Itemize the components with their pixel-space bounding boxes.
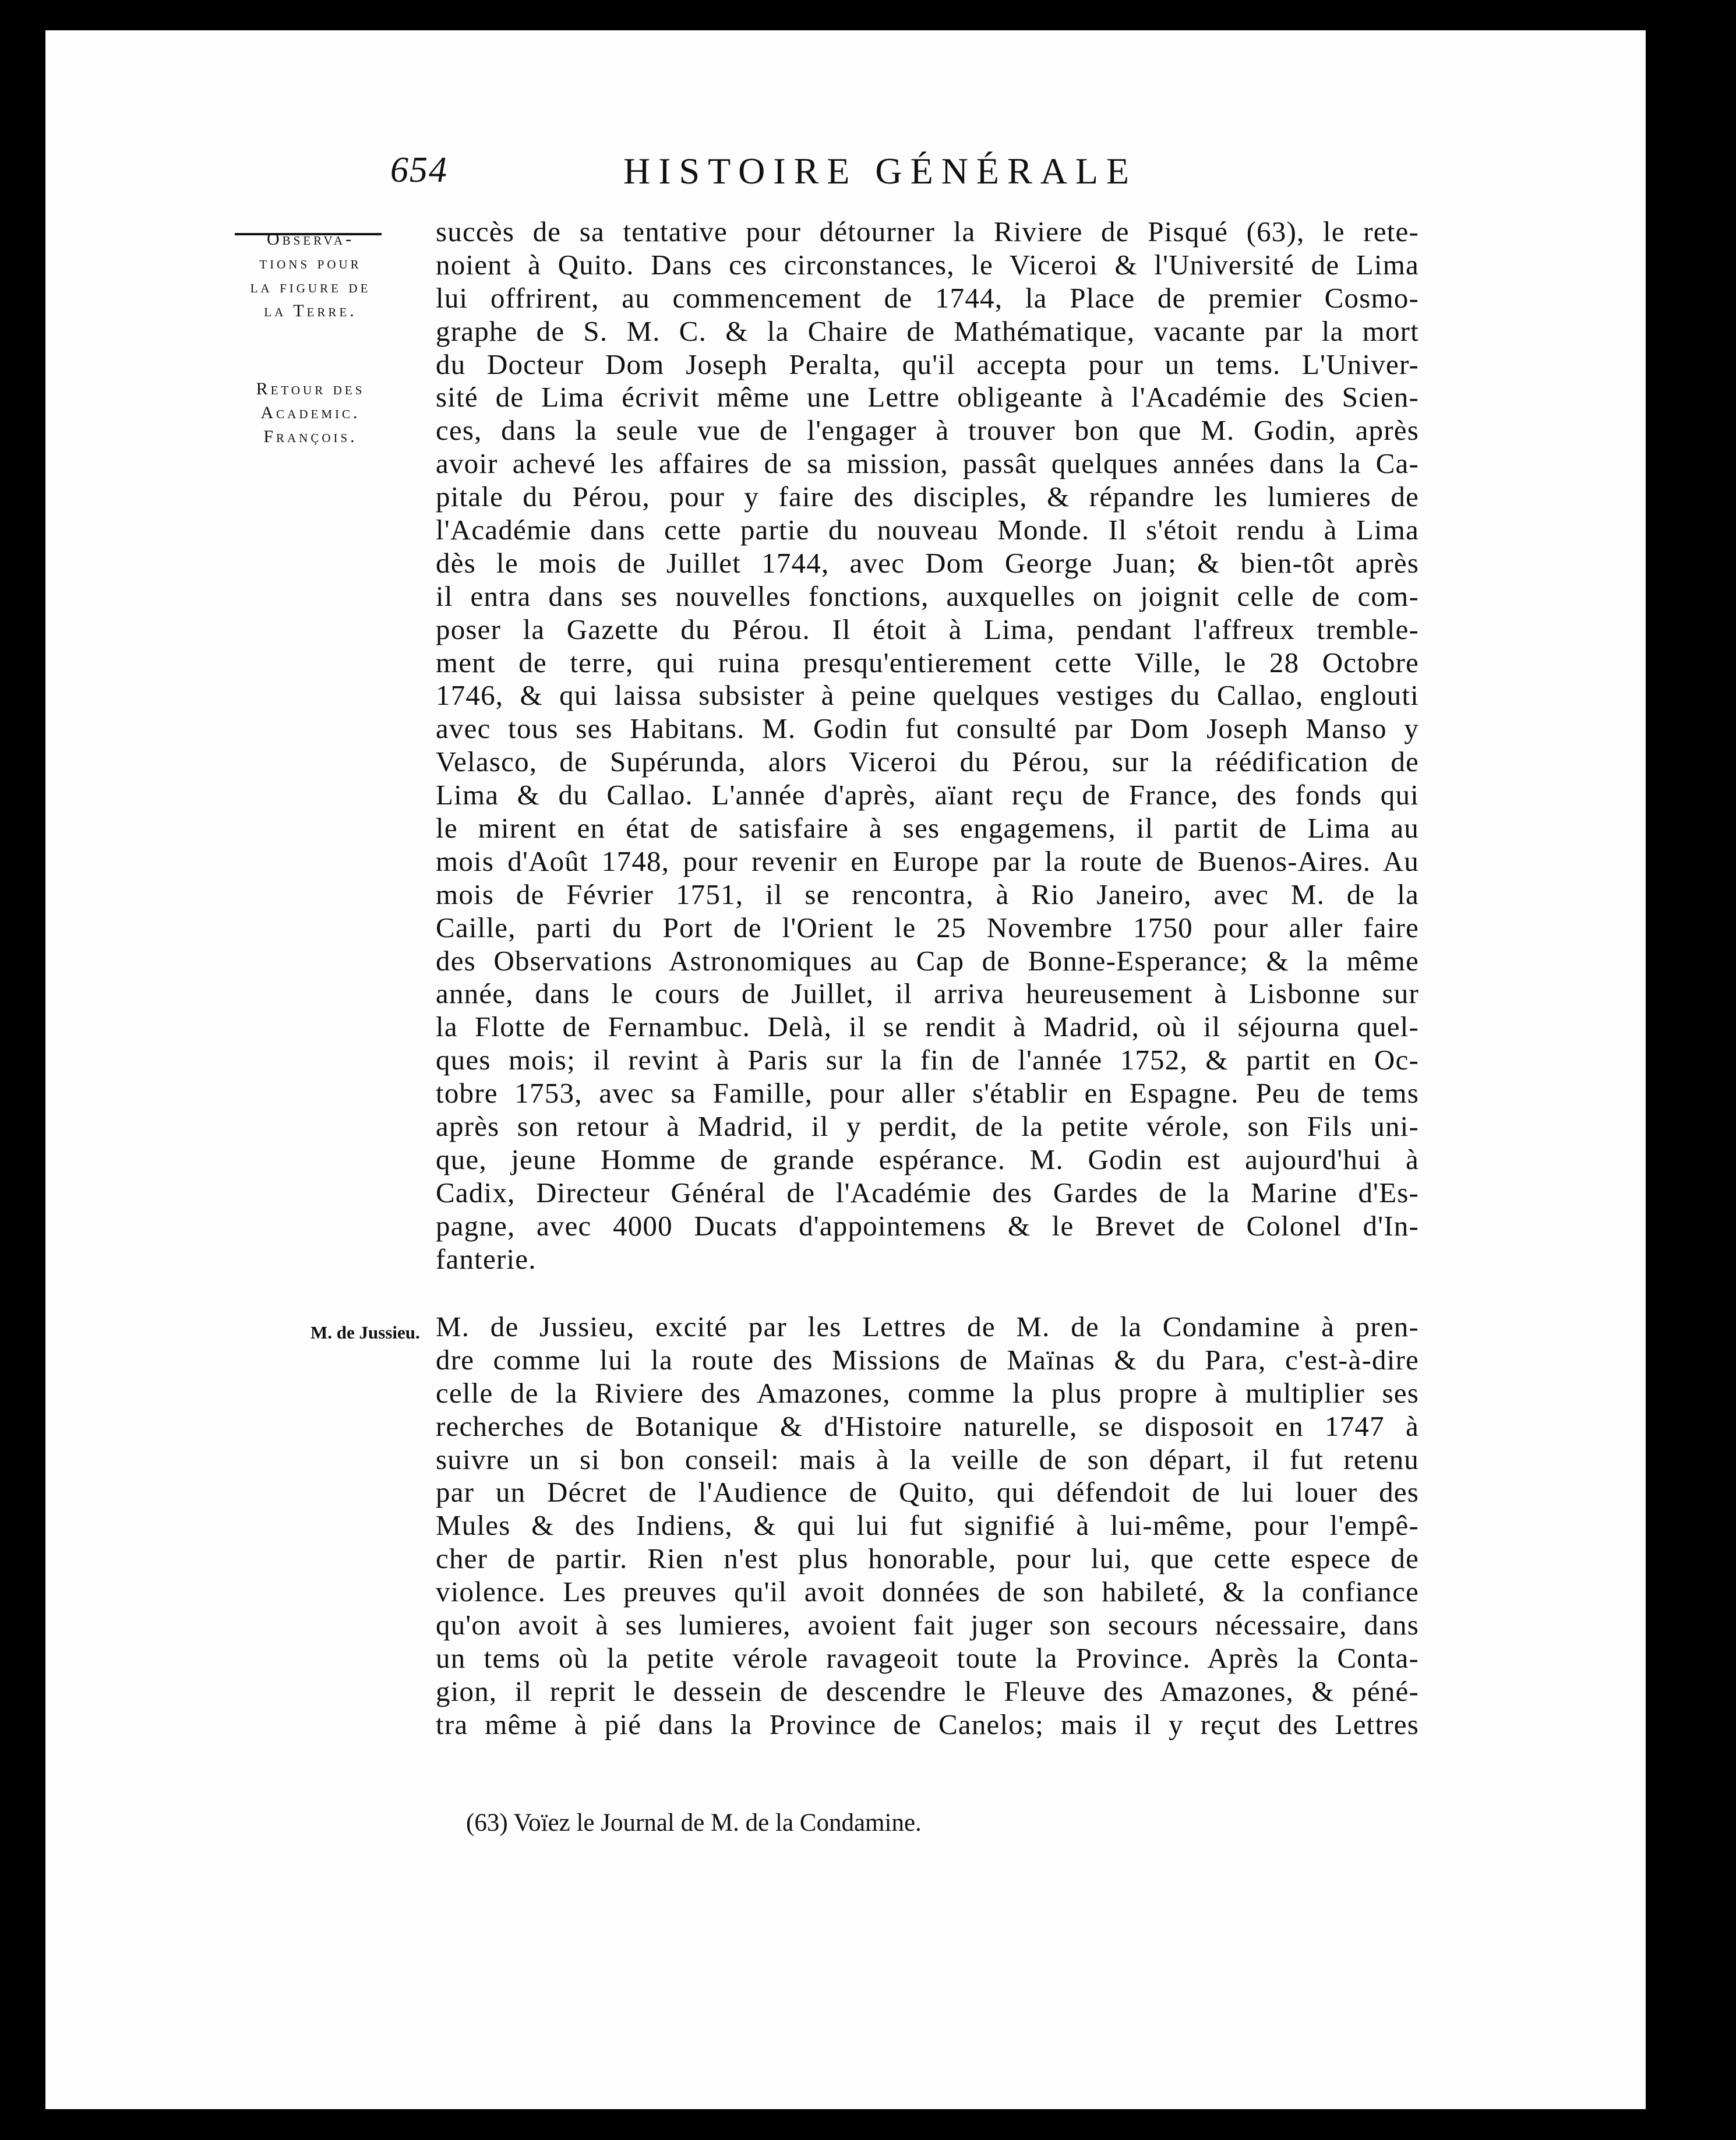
margin-note-retour: Retour des Academic. François. [256,379,365,446]
text-line: suivre un si bon conseil: mais à la veille de son départ, il fut retenu [436,1443,1419,1475]
text-line: M. de Jussieu, excité par les Lettres de M. de la Condamine à pren- [436,1311,1419,1343]
text-line: des Observations Astronomiques au Cap de Bonne-Esperance; & la même [436,944,1419,977]
text-line: succès de sa tentative pour détourner la Riviere de Pisqué (63), le rete- [436,216,1419,248]
text-line: dès le mois de Juillet 1744, avec Dom George Juan; & bien-tôt après [436,546,1419,579]
footnote: (63) Voïez le Journal de M. de la Condamine. [466,1809,922,1837]
text-line: il entra dans ses nouvelles fonctions, auxquelles on joignit celle de com- [436,580,1419,612]
text-line: graphe de S. M. C. & la Chaire de Mathématique, vacante par la mort [436,315,1419,347]
book-page [45,30,1646,2109]
text-line: du Docteur Dom Joseph Peralta, qu'il accepta pour un tems. L'Univer- [436,348,1419,380]
text-line: ment de terre, qui ruina presqu'entierement cette Ville, le 28 Octobre [436,646,1419,679]
text-line: fanterie. [436,1242,537,1275]
text-line: tobre 1753, avec sa Famille, pour aller s'établir en Espagne. Peu de tems [436,1077,1419,1110]
text-line: mois de Février 1751, il se rencontra, à Rio Janeiro, avec M. de la [436,878,1419,910]
text-line: par un Décret de l'Audience de Quito, qui défendoit de lui louer des [436,1476,1419,1509]
text-line: pagne, avec 4000 Ducats d'appointemens & le Brevet de Colonel d'In- [436,1209,1419,1242]
text-line: sité de Lima écrivit même une Lettre obligeante à l'Académie des Scien- [436,381,1419,414]
text-line: l'Académie dans cette partie du nouveau Monde. Il s'étoit rendu à Lima [436,514,1419,546]
text-line: dre comme lui la route des Missions de Maïnas & du Para, c'est-à-dire [436,1343,1419,1376]
scan-border [1694,0,1736,2140]
text-line: tra même à pié dans la Province de Canelos; mais il y reçut des Lettres [436,1708,1419,1740]
text-line: le mirent en état de satisfaire à ses engagemens, il partit de Lima au [436,812,1419,845]
text-line: gion, il reprit le dessein de descendre le Fleuve des Amazones, & péné- [436,1675,1419,1707]
page-number: 654 [390,150,448,190]
text-line: que, jeune Homme de grande espérance. M. Godin est aujourd'hui à [436,1143,1419,1175]
text-line: recherches de Botanique & d'Histoire naturelle, se disposoit en 1747 à [436,1410,1419,1442]
text-line: la Flotte de Fernambuc. Delà, il se rendit à Madrid, où il séjourna quel- [436,1011,1419,1043]
text-line: année, dans le cours de Juillet, il arriva heureusement à Lisbonne sur [436,977,1419,1010]
text-line: ques mois; il revint à Paris sur la fin de l'année 1752, & partit en Oc- [436,1044,1419,1076]
text-line: violence. Les preuves qu'il avoit données de son habileté, & la confiance [436,1576,1419,1608]
text-line: avoir achevé les affaires de sa mission, passât quelques années dans la Ca- [436,447,1419,480]
running-title: HISTOIRE GÉNÉRALE [623,150,1138,192]
text-line: Velasco, de Supérunda, alors Viceroi du Pérou, sur la réédification de [436,746,1419,778]
text-line: noient à Quito. Dans ces circonstances, le Viceroi & l'Université de Lima [436,248,1419,281]
text-line: qu'on avoit à ses lumieres, avoient fait juger son secours nécessaire, dans [436,1609,1419,1641]
text-line: un tems où la petite vérole ravageoit toute la Province. Après la Conta- [436,1641,1419,1674]
text-line: pitale du Pérou, pour y faire des disciples, & répandre les lumieres de [436,481,1419,513]
text-line: mois d'Août 1748, pour revenir en Europe par la route de Buenos-Aires. Au [436,845,1419,877]
text-line: 1746, & qui laissa subsister à peine quelques vestiges du Callao, englouti [436,679,1419,712]
paragraph-godin [436,216,1419,1276]
paragraph-jussieu [436,1311,1419,1742]
margin-note-jussieu: M. de Jussieu. [310,1322,420,1343]
text-line: lui offrirent, au commencement de 1744, la Place de premier Cosmo- [436,281,1419,314]
text-line: poser la Gazette du Pérou. Il étoit à Lima, pendant l'affreux tremble- [436,613,1419,645]
text-line: Caille, parti du Port de l'Orient le 25 Novembre 1750 pour aller faire [436,911,1419,944]
text-line: après son retour à Madrid, il y perdit, de la petite vérole, son Fils uni- [436,1110,1419,1143]
text-line: celle de la Riviere des Amazones, comme la plus propre à multiplier ses [436,1376,1419,1409]
text-line: cher de partir. Rien n'est plus honorable, pour lui, que cette espece de [436,1542,1419,1575]
text-line: ces, dans la seule vue de l'engager à trouver bon que M. Godin, après [436,414,1419,447]
text-line: Mules & des Indiens, & qui lui fut signifié à lui-même, pour l'empê- [436,1509,1419,1542]
text-line: Cadix, Directeur Général de l'Académie des Gardes de la Marine d'Es- [436,1176,1419,1209]
text-line: avec tous ses Habitans. M. Godin fut consulté par Dom Joseph Manso y [436,712,1419,745]
margin-note-figure: Observa- tions pour la figure de la Terre. [250,229,371,320]
text-line: Lima & du Callao. L'année d'après, aïant reçu de France, des fonds qui [436,779,1419,811]
running-head [390,150,1247,208]
